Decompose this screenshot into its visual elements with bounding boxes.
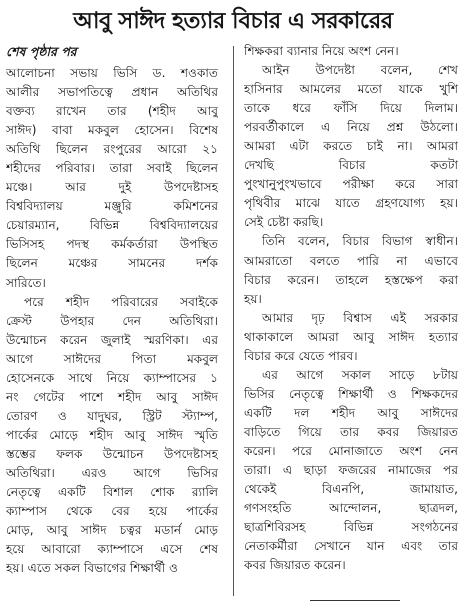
text-line: হয়ে আবারো ক্যাম্পাসে এসে শেষ xyxy=(6,542,218,557)
text-line: তিনি বলেন, বিচার বিভাগ স্বাধীন। xyxy=(262,234,458,249)
text-line: আইন উপদেষ্টা বলেন, শেখ xyxy=(262,63,458,78)
right-column-body xyxy=(244,42,458,575)
text-line: হোসেনকে সাথে নিয়ে ক্যাম্পাসের ১ xyxy=(6,370,218,385)
text-line: থেকেই বিএনপি, জামায়াত, xyxy=(244,482,458,497)
continuation-kicker: শেষ পৃষ্ঠার পর xyxy=(6,44,77,59)
left-column-body xyxy=(6,64,218,578)
text-line: তোরণ ও যাদুঘর, স্ট্রিট স্ট্যাম্প, xyxy=(6,408,218,423)
text-line: নেতাকর্মীরা সেখানে যান এবং তার xyxy=(244,539,458,554)
text-line: গণসংহতি আন্দোলন, ছাত্রদল, xyxy=(244,501,458,516)
text-line: বিচার করে যেতে পারব। xyxy=(244,348,358,363)
text-line: সারিতে। xyxy=(6,275,46,290)
text-line: আমরাতো বলতে পারি না এভাবে xyxy=(244,253,458,268)
column-divider xyxy=(233,46,234,596)
text-line: কবর জিয়ারত করেন। xyxy=(244,558,346,573)
text-line: মঞ্চে। আর দুই উপদেষ্টাসহ xyxy=(6,180,218,195)
text-line: তাকে ধরে ফাঁসি দিয়ে দিলাম। xyxy=(244,101,458,116)
text-line: বিশ্ববিদ্যালয় মঞ্জুরি কমিশনের xyxy=(6,199,218,214)
text-line: পরবর্তীকালে এ নিয়ে প্রশ্ন উঠলো। xyxy=(244,120,458,135)
text-line: ছাত্রশিবিরসহ বিভিন্ন সংগঠনের xyxy=(244,520,458,535)
text-line: পরে শহীদ পরিবারের সবাইকে xyxy=(24,294,218,309)
text-line: ছিলেন মঞ্চের সামনের দর্শক xyxy=(6,256,218,271)
text-line: বাড়িতে গিয়ে তার কবর জিয়ারত xyxy=(244,424,458,439)
text-line: স্তম্ভের ফলক উন্মোচন উপদেষ্টাসহ xyxy=(6,446,218,461)
text-line: চেয়ারম্যান, বিভিন্ন বিশ্ববিদ্যালয়ের xyxy=(6,218,218,233)
text-line: হয়। xyxy=(244,291,262,306)
text-line: একটি দল শহীদ আবু সাঈদের xyxy=(244,405,458,420)
text-line: অতিথিরা। এরও আগে ভিসির xyxy=(6,465,218,480)
text-line: ভিসির নেতৃত্বে শিক্ষার্থী ও শিক্ষকদের xyxy=(244,386,458,401)
headline: আবু সাঈদ হত্যার বিচার এ সরকারের xyxy=(73,8,393,34)
text-line: নেতৃত্বে একটি বিশাল শোক র‌্যালি xyxy=(6,485,218,500)
text-line: উন্মোচন করেন জুলাই স্মরণিকা। এর xyxy=(6,332,218,347)
text-line: শহীদের পরিবার। তারা সবাই ছিলেন xyxy=(6,161,218,176)
text-line: সাঈদ) বাবা মকবুল হোসেন। বিশেষ xyxy=(6,123,218,138)
text-line: বক্তব্য রাখেন তার (শহীদ আবু xyxy=(6,104,218,119)
text-line: নং গেটের পাশে শহীদ আবু সাঈদ xyxy=(6,389,218,404)
text-line: পৃথিবীর মাঝে যাতে গ্রহণযোগ্য হয়। xyxy=(244,196,458,211)
text-line: পুংখানুপুংখভাবে পরীক্ষা করে সারা xyxy=(244,177,458,192)
text-line: তারা। এ ছাড়া ফজরের নামাজের পর xyxy=(244,463,458,478)
text-line: এর আগে সকাল সাড়ে ৮টায় xyxy=(262,367,458,382)
text-line: দেখছি বিচার কতটা xyxy=(244,158,458,173)
right-column xyxy=(244,42,458,575)
text-line: পার্কের মোড়ে শহীদ আবু সাঈদ স্মৃতি xyxy=(6,427,218,442)
footer-rule xyxy=(310,596,400,601)
text-line: থাকাকালে আমরা আবু সাঈদ হত্যার xyxy=(244,329,458,344)
text-line: আমরা এটা করতে চাই না। আমরা xyxy=(244,139,458,154)
text-line: আমার দৃঢ় বিশ্বাস এই সরকার xyxy=(262,310,458,325)
text-line: আলোচনা সভায় ভিসি ড. শওকাত xyxy=(6,66,218,80)
text-line: ক্রেস্ট উপহার দেন অতিথিরা। xyxy=(6,313,218,328)
text-line: মোড়, আবু সাঈদ চত্বর মডার্ন মোড় xyxy=(6,523,218,538)
text-line: ভিসিসহ পদস্থ কর্মকর্তারা উপস্থিত xyxy=(6,237,218,252)
left-column xyxy=(6,42,218,578)
text-line: শিক্ষকরা ব্যানার নিয়ে অংশ নেন। xyxy=(244,44,399,58)
text-line: ক্যাম্পাস থেকে বের হয়ে পার্কের xyxy=(6,504,218,519)
text-line: অতিথি ছিলেন রংপুরের আরো ২১ xyxy=(6,142,218,157)
text-line: হাসিনার আমলের মতো যাকে খুশি xyxy=(244,82,458,97)
text-line: হয়। এতে সকল বিভাগের শিক্ষার্থী ও xyxy=(6,561,178,576)
text-line: সেই চেষ্টা করছি। xyxy=(244,215,324,230)
text-line: আলীর সভাপতিত্বে প্রধান অতিথির xyxy=(6,85,218,100)
text-line: বিচার করেন। তাহলে হস্তক্ষেপ করা xyxy=(244,272,458,287)
text-line: আগে সাঈদের পিতা মকবুল xyxy=(6,351,218,366)
text-line: করেন। পরে মোনাজাতে অংশ নেন xyxy=(244,443,458,458)
